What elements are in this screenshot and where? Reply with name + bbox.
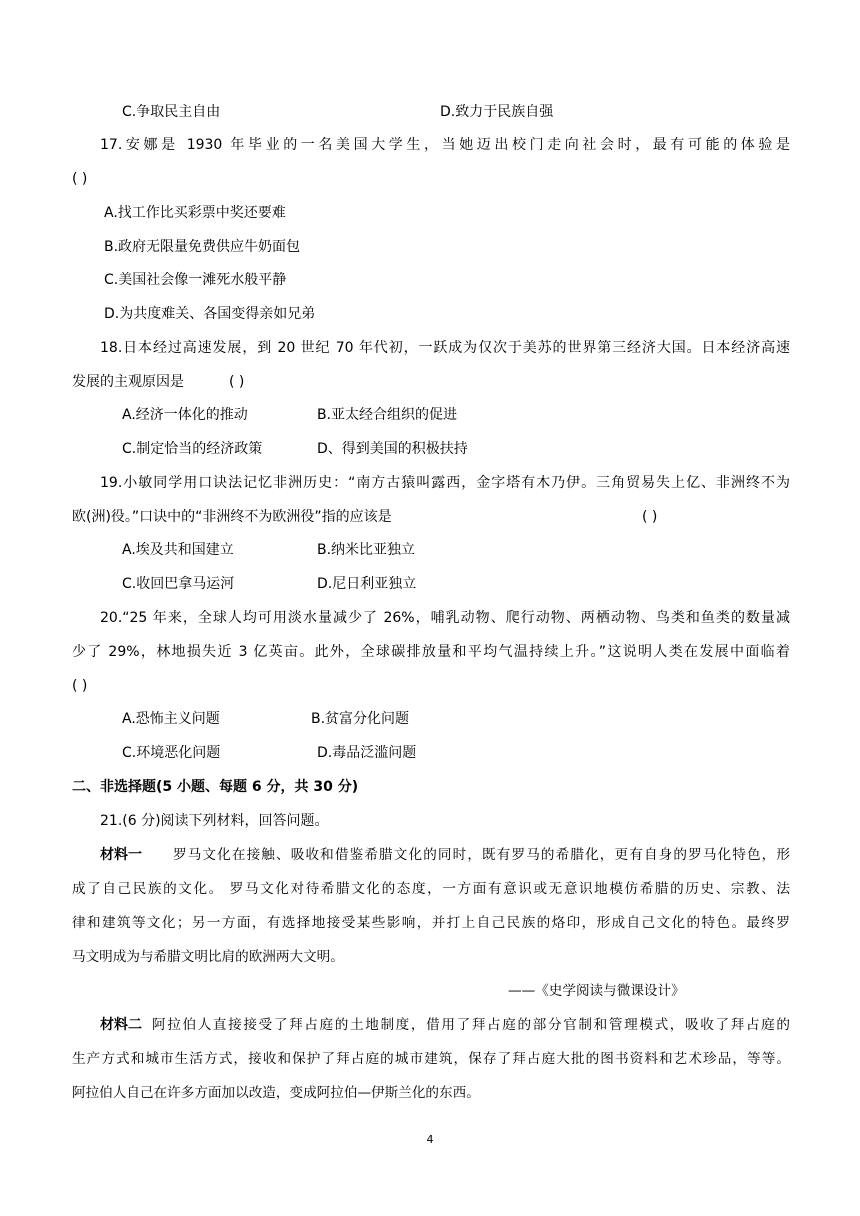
q18-option-d: D、得到美国的积极扶持 [317, 441, 468, 457]
q21-material-2-label: 材料二 [100, 1017, 142, 1033]
q18-stem-line-1: 18.日本经过高速发展，到 20 世纪 70 年代初，一跃成为仅次于美苏的世界第三经济大国。日本经济高速 [100, 340, 790, 356]
q21-stem: 21.(6 分)阅读下列材料，回答问题。 [100, 813, 329, 829]
q21-material-1-label: 材料一 [100, 847, 142, 863]
exam-page: C.争取民主自由 D.致力于民族自强 17.安娜是 1930 年毕业的一名美国大学生，当她迈出校门走向社会时，最有可能的体验是 ( ) A.找工作比买彩票中奖还要难 B.政府无限量免费供应牛奶面包 C.美国社会像一滩死水般平静 D.为共度难关、各国变得亲如兄弟 18.日本经过高速发展，到 20 世纪 70 年代初，一跃成为仅次于美苏的世界第三经济大国。日本经济高速 发展的主观原因是 ( ) A.经济一体化的推动 B.亚太经合组织的促进 C.制定恰当的经济政策 D、得到美国的积极扶持 19.小敏同学用口诀法记忆非洲历史：“南方古猿叫露西，金字塔有木乃伊。三角贸易失上亿、非洲终不为 欧(洲)役。”口诀中的“非洲终不为欧洲役”指的应该是 ( ) A.埃及共和国建立 B.纳米比亚独立 C.收回巴拿马运河 D.尼日利亚独立 20.“25 年来，全球人均可用淡水量减少了 26%，哺乳动物、爬行动物、两栖动物、鸟类和鱼类的数量减 少了 29%，林地损失近 3 亿英亩。此外，全球碳排放量和平均气温持续上升。”这说明人类在发展中面临着 ( ) A.恐怖主义问题 B.贫富分化问题 C.环境恶化问题 D.毒品泛滥问题 二、非选择题(5 小题、每题 6 分，共 30 分) 21.(6 分)阅读下列材料，回答问题。 材料一 罗马文化在接触、吸收和借鉴希腊文化的同时，既有罗马的希腊化，更有自身的罗马化特色，形 成了自己民族的文化。 罗马文化对待希腊文化的态度，一方面有意识或无意识地模仿希腊的历史、宗教、法 律和建筑等文化；另一方面，有选择地接受某些影响，并打上自己民族的烙印，形成自己文化的特色。最终罗 马文明成为与希腊文明比肩的欧洲两大文明。 ——《史学阅读与微课设计》 材料二 阿拉伯人直接接受了拜占庭的土地制度，借用了拜占庭的部分官制和管理模式，吸收了拜占庭的 生产方式和城市生活方式，接收和保护了拜占庭的城市建筑，保存了拜占庭大批的图书资料和艺术珍品，等等。 阿拉伯人自己在许多方面加以改造，变成阿拉伯—伊斯兰化的东西。 4 [0, 0, 860, 1216]
q19-option-c: C.收回巴拿马运河 [122, 576, 235, 592]
q20-stem-line-2: 少了 29%，林地损失近 3 亿英亩。此外，全球碳排放量和平均气温持续上升。”这说明人类在发展中面临着 [72, 644, 790, 660]
q19-answer-paren: ( ) [642, 509, 658, 525]
q17-option-a: A.找工作比买彩票中奖还要难 [104, 205, 286, 221]
q19-option-a: A.埃及共和国建立 [122, 542, 234, 558]
q17-option-d: D.为共度难关、各国变得亲如兄弟 [104, 306, 316, 322]
page-number: 4 [426, 1133, 434, 1146]
q19-stem-line-1: 19.小敏同学用口诀法记忆非洲历史：“南方古猿叫露西，金字塔有木乃伊。三角贸易失上亿、非洲终不为 [100, 475, 790, 491]
q19-stem-line-2: 欧(洲)役。”口诀中的“非洲终不为欧洲役”指的应该是 ( ) [72, 509, 658, 525]
q19-option-d: D.尼日利亚独立 [317, 576, 417, 592]
q18-option-a: A.经济一体化的推动 [122, 407, 248, 423]
q18-answer-paren: ( ) [229, 374, 245, 390]
q21-material-1-source: ——《史学阅读与微课设计》 [508, 983, 685, 999]
q18-options-row-ab [122, 405, 458, 425]
q19-option-b: B.纳米比亚独立 [317, 542, 416, 558]
q16-option-c: C.争取民主自由 [122, 104, 221, 120]
section-2-heading: 二、非选择题(5 小题、每题 6 分，共 30 分) [72, 779, 359, 795]
q18-option-b: B.亚太经合组织的促进 [317, 407, 458, 423]
q17-option-c: C.美国社会像一滩死水般平静 [104, 272, 287, 288]
q20-option-b: B.贫富分化问题 [311, 711, 410, 727]
q17-option-b: B.政府无限量免费供应牛奶面包 [104, 239, 301, 255]
q20-options-row-ab [122, 709, 410, 729]
q21-material-2-line-3: 阿拉伯人自己在许多方面加以改造，变成阿拉伯—伊斯兰化的东西。 [72, 1085, 480, 1101]
q18-option-c: C.制定恰当的经济政策 [122, 441, 263, 457]
q21-material-1-line-2: 成了自己民族的文化。 罗马文化对待希腊文化的态度，一方面有意识或无意识地模仿希腊的历史、宗教、法 [72, 881, 790, 897]
q19-options-row-cd [122, 574, 417, 594]
q20-stem-line-1: 20.“25 年来，全球人均可用淡水量减少了 26%，哺乳动物、爬行动物、两栖动物、鸟类和鱼类的数量减 [100, 610, 790, 626]
q21-material-2-line-2: 生产方式和城市生活方式，接收和保护了拜占庭的城市建筑，保存了拜占庭大批的图书资料和艺术珍品，等等。 [72, 1051, 790, 1067]
q20-options-row-cd [122, 743, 417, 763]
q18-stem-line-2: 发展的主观原因是 ( ) [72, 374, 245, 390]
q21-material-1-line-3: 律和建筑等文化；另一方面，有选择地接受某些影响，并打上自己民族的烙印，形成自己文化的特色。最终罗 [72, 915, 790, 931]
q16-option-d: D.致力于民族自强 [440, 104, 554, 120]
q16-options-row-cd [122, 102, 554, 122]
q20-option-d: D.毒品泛滥问题 [317, 745, 417, 761]
q20-option-c: C.环境恶化问题 [122, 745, 221, 761]
q20-option-a: A.恐怖主义问题 [122, 711, 220, 727]
q18-options-row-cd [122, 439, 468, 459]
q17-stem-line-1: 17.安娜是 1930 年毕业的一名美国大学生，当她迈出校门走向社会时，最有可能的体验是 [100, 137, 790, 153]
q21-material-1-line-4: 马文明成为与希腊文明比肩的欧洲两大文明。 [72, 949, 344, 965]
q19-options-row-ab [122, 540, 416, 560]
q20-answer-paren: ( ) [72, 678, 88, 694]
q17-answer-paren: ( ) [72, 171, 88, 187]
